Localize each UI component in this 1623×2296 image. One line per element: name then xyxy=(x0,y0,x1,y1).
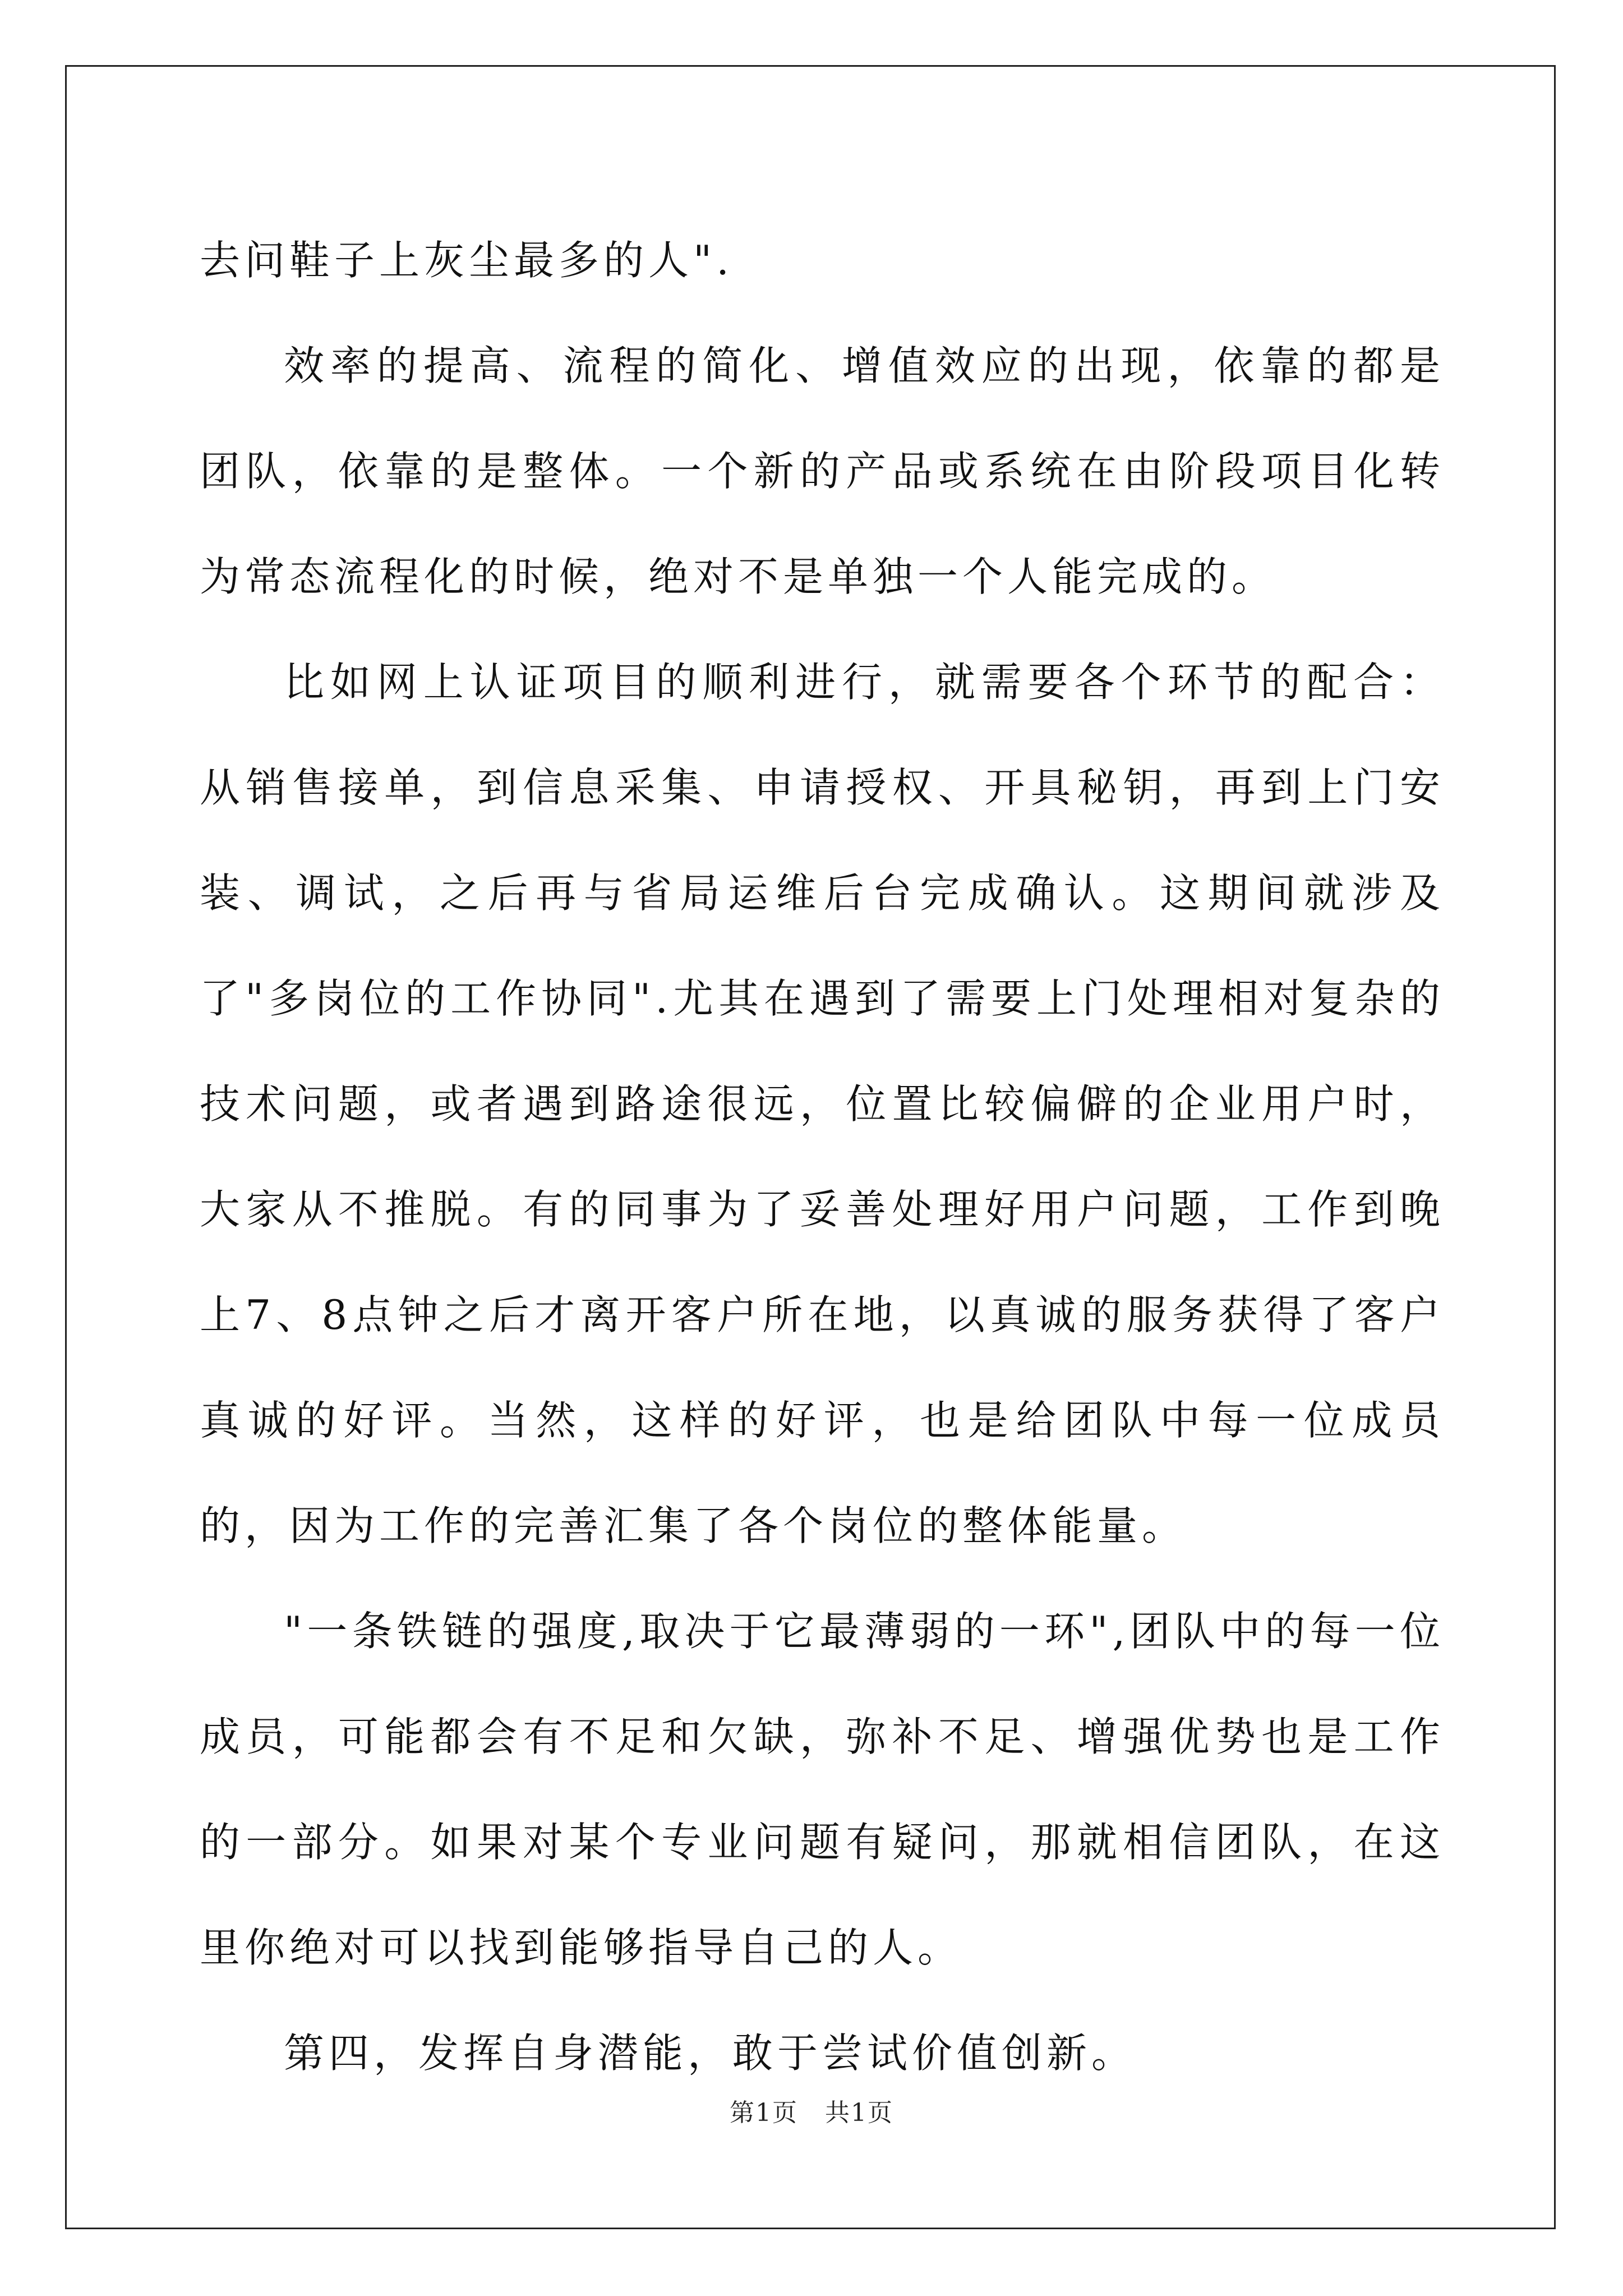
page-footer xyxy=(0,2092,1623,2128)
paragraph: 第四，发挥自身潜能，敢于尝试价值创新。 xyxy=(284,2030,1137,2077)
paragraph: 比如网上认证项目的顺利进行，就需要各个环节的配合：从销售接单，到信息采集、申请授权、开具秘钥，再到上门安装、调试，之后再与省局运维后台完成确认。这期间就涉及了"多岗位的工作协同".尤其在遇到了需要上门处理相对复杂的技术问题，或者遇到路途很远，位置比较偏僻的企业用户时，大家从不推脱。有的同事为了妥善处理好用户问题，工作到晚上7、8点钟之后才离开客户所在地，以真诚的服务获得了客户真诚的好评。当然，这样的好评，也是给团队中每一位成员的，因为工作的完善汇集了各个岗位的整体能量。 xyxy=(200,659,1445,1549)
paragraph: 效率的提高、流程的简化、增值效应的出现，依靠的都是团队，依靠的是整体。一个新的产品或系统在由阶段项目化转为常态流程化的时候，绝对不是单独一个人能完成的。 xyxy=(200,342,1445,600)
page-number: 第1页 xyxy=(730,2099,799,2127)
document-body xyxy=(200,208,1445,2106)
paragraph: 去问鞋子上灰尘最多的人". xyxy=(200,237,734,284)
paragraph: "一条铁链的强度,取决于它最薄弱的一环",团队中的每一位成员，可能都会有不足和欠缺，弥补不足、增强优势也是工作的一部分。如果对某个专业问题有疑问，那就相信团队，在这里你绝对可以找到能够指导自己的人。 xyxy=(200,1608,1445,1971)
page-total: 共1页 xyxy=(824,2099,893,2127)
